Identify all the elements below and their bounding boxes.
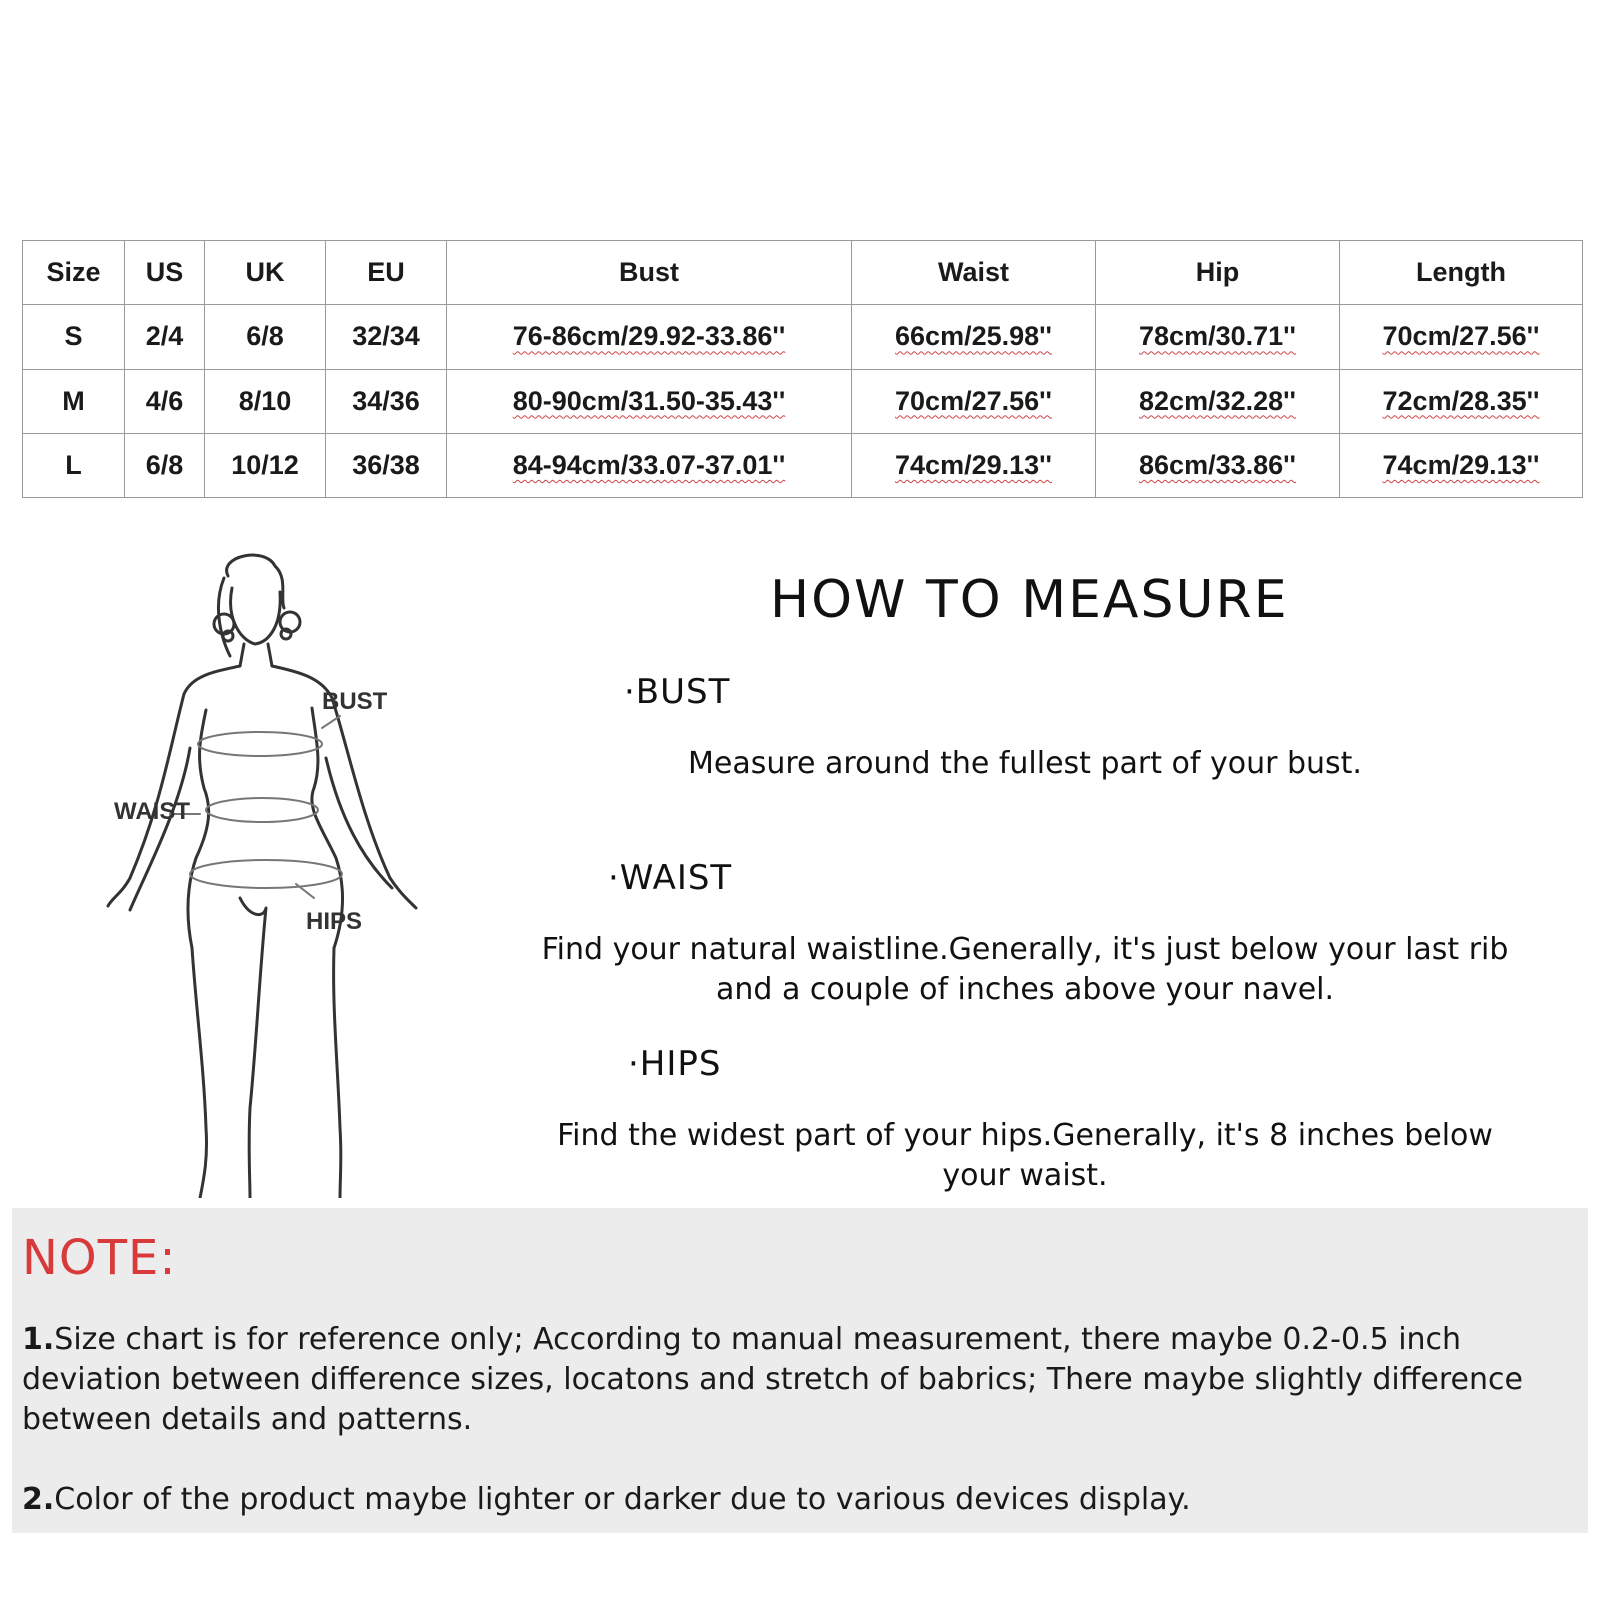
waist-value: 70cm/27.56'' <box>895 385 1052 416</box>
figure-label-waist: WAIST <box>114 798 190 825</box>
waist-heading: ·WAIST <box>608 858 733 898</box>
note-panel <box>12 1208 1588 1533</box>
hip-value: 82cm/32.28'' <box>1139 385 1296 416</box>
cell-length <box>1340 433 1583 497</box>
note-item-1-number: 1. <box>22 1322 55 1357</box>
hip-value: 78cm/30.71'' <box>1139 321 1296 352</box>
cell-waist <box>852 305 1096 369</box>
cell-waist <box>852 433 1096 497</box>
table-row <box>23 305 1583 369</box>
note-item-1 <box>22 1320 1582 1440</box>
cell-waist <box>852 369 1096 433</box>
size-chart-table <box>22 240 1583 498</box>
bust-value: 84-94cm/33.07-37.01'' <box>512 449 786 480</box>
waist-description-line2: and a couple of inches above your navel. <box>715 972 1335 1007</box>
cell-us: 4/6 <box>125 369 205 433</box>
bust-heading: ·BUST <box>624 672 731 712</box>
length-value: 70cm/27.56'' <box>1382 321 1540 352</box>
note-item-2-text: Color of the product maybe lighter or darker due to various devices display. <box>54 1482 1191 1517</box>
length-value: 72cm/28.35'' <box>1382 385 1540 416</box>
waist-description-line1: Find your natural waistline.Generally, it's just below your last rib <box>541 932 1509 967</box>
cell-length <box>1340 369 1583 433</box>
cell-hip <box>1096 305 1340 369</box>
header-bust: Bust <box>447 241 852 305</box>
body-outline-illustration <box>100 548 430 1198</box>
cell-us: 6/8 <box>125 433 205 497</box>
note-item-2-number: 2. <box>22 1482 55 1517</box>
header-length: Length <box>1340 241 1583 305</box>
cell-eu: 32/34 <box>326 305 447 369</box>
header-hip: Hip <box>1096 241 1340 305</box>
table-row <box>23 433 1583 497</box>
bust-value: 80-90cm/31.50-35.43'' <box>512 385 786 416</box>
how-to-measure-title: HOW TO MEASURE <box>770 570 1289 630</box>
length-value: 74cm/29.13'' <box>1382 449 1540 480</box>
hips-heading: ·HIPS <box>628 1044 722 1084</box>
hips-description-line2: your waist. <box>942 1158 1108 1193</box>
figure-label-hips: HIPS <box>306 908 363 935</box>
table-row <box>23 369 1583 433</box>
cell-hip <box>1096 369 1340 433</box>
note-item-1-text: Size chart is for reference only; According to manual measurement, there maybe 0.2-0.5 inch <box>54 1322 1462 1357</box>
cell-uk: 10/12 <box>205 433 326 497</box>
waist-value: 74cm/29.13'' <box>895 449 1052 480</box>
waist-value: 66cm/25.98'' <box>895 321 1052 352</box>
hips-description <box>520 1116 1530 1196</box>
note-title: NOTE: <box>22 1230 177 1286</box>
cell-us: 2/4 <box>125 305 205 369</box>
bust-value: 76-86cm/29.92-33.86'' <box>512 321 786 352</box>
note-item-1-line1 <box>22 1320 1582 1360</box>
cell-eu: 34/36 <box>326 369 447 433</box>
header-size: Size <box>23 241 125 305</box>
cell-bust <box>447 305 852 369</box>
cell-bust <box>447 369 852 433</box>
cell-hip <box>1096 433 1340 497</box>
hip-value: 86cm/33.86'' <box>1139 449 1296 480</box>
hips-description-line1: Find the widest part of your hips.Generally, it's 8 inches below <box>557 1118 1493 1153</box>
cell-uk: 6/8 <box>205 305 326 369</box>
note-item-1-line3: between details and patterns. <box>22 1402 473 1437</box>
note-item-1-line2: deviation between difference sizes, locatons and stretch of babrics; There maybe slightly difference <box>22 1362 1523 1397</box>
table-header-row <box>23 241 1583 305</box>
header-eu: EU <box>326 241 447 305</box>
cell-size: M <box>23 369 125 433</box>
cell-eu: 36/38 <box>326 433 447 497</box>
figure-label-bust: BUST <box>322 688 388 715</box>
note-item-2 <box>22 1480 1582 1520</box>
cell-size: L <box>23 433 125 497</box>
cell-size: S <box>23 305 125 369</box>
cell-uk: 8/10 <box>205 369 326 433</box>
cell-length <box>1340 305 1583 369</box>
cell-bust <box>447 433 852 497</box>
header-us: US <box>125 241 205 305</box>
body-measurement-figure <box>100 548 430 1198</box>
waist-description <box>520 930 1530 1010</box>
header-waist: Waist <box>852 241 1096 305</box>
bust-description: Measure around the fullest part of your bust. <box>688 746 1362 781</box>
header-uk: UK <box>205 241 326 305</box>
